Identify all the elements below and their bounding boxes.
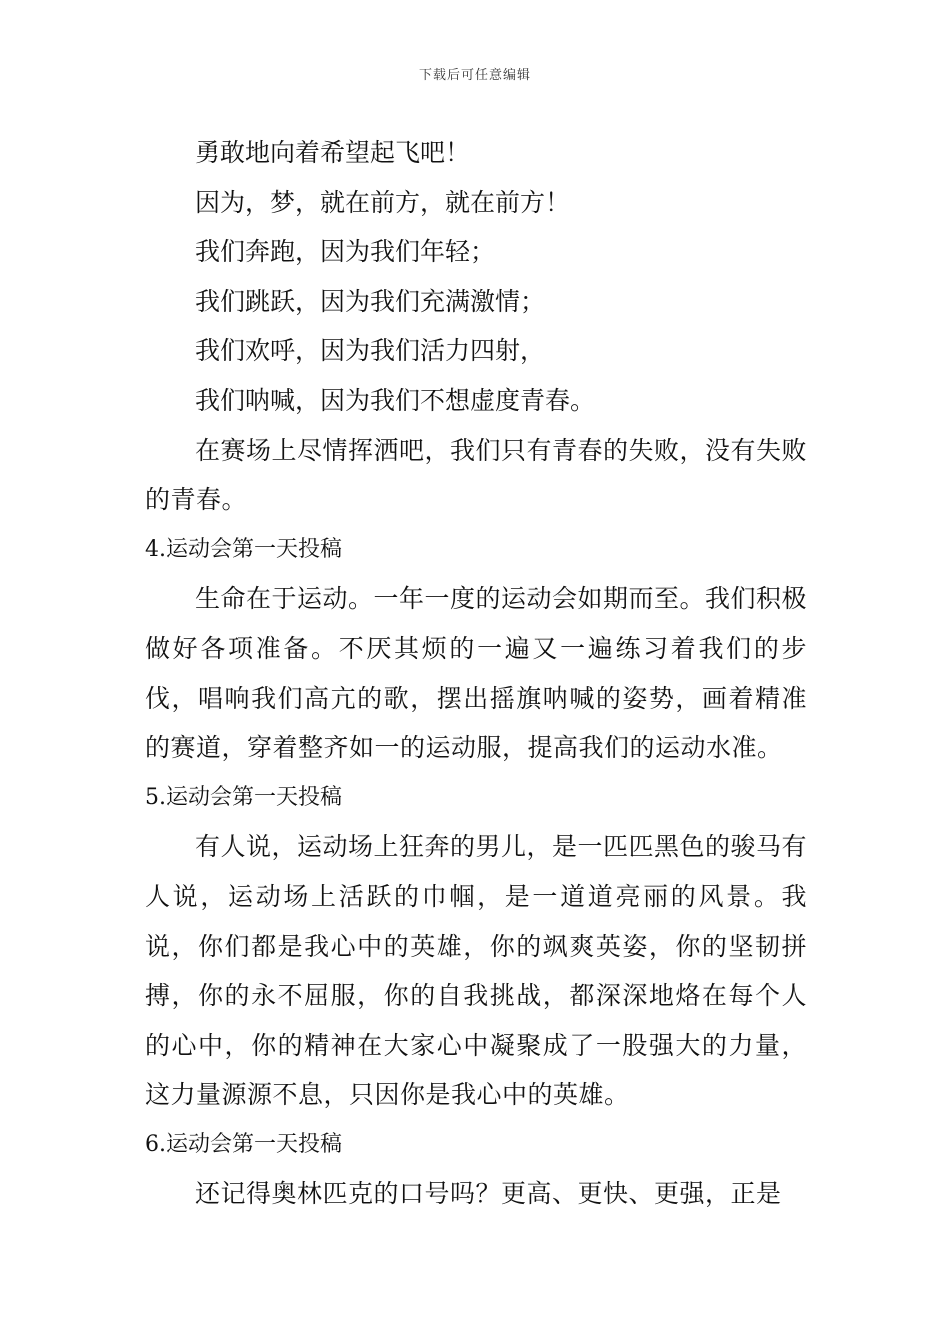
section-heading-5: 5.运动会第一天投稿 xyxy=(145,784,342,810)
section-body-6: 还记得奥林匹克的口号吗？更高、更快、更强，正是 xyxy=(195,1179,782,1209)
poem-line: 因为，梦，就在前方，就在前方！ xyxy=(195,187,571,217)
poem-line: 我们跳跃，因为我们充满激情； xyxy=(195,286,546,316)
section-heading-6: 6.运动会第一天投稿 xyxy=(145,1131,342,1157)
document-body xyxy=(145,128,807,1219)
page-header: 下载后可任意编辑 xyxy=(418,68,531,83)
section-heading-4: 4.运动会第一天投稿 xyxy=(145,536,342,562)
poem-line: 我们奔跑，因为我们年轻； xyxy=(195,237,496,267)
section-body-5: 有人说，运动场上狂奔的男儿，是一匹匹黑色的骏马有人说，运动场上活跃的巾帼，是一道道亮丽的风景。我说，你们都是我心中的英雄，你的飒爽英姿，你的坚韧拼搏，你的永不屈服，你的自我挑战，都深深地烙在每个人的心中，你的精神在大家心中凝聚成了一股强大的力量，这力量源源不息，只因你是我心中的英雄。 xyxy=(145,832,808,1110)
poem-line: 我们欢呼，因为我们活力四射， xyxy=(195,336,546,366)
paragraph: 在赛场上尽情挥洒吧，我们只有青春的失败，没有失败的青春。 xyxy=(145,435,808,515)
poem-line: 勇敢地向着希望起飞吧！ xyxy=(195,138,471,167)
section-body-4: 生命在于运动。一年一度的运动会如期而至。我们积极做好各项准备。不厌其烦的一遍又一遍练习着我们的步伐，唱响我们高亢的歌，摆出摇旗呐喊的姿势，画着精准的赛道，穿着整齐如一的运动服，提高我们的运动水准。 xyxy=(145,584,808,763)
poem-line: 我们呐喊，因为我们不想虚度青春。 xyxy=(195,385,596,415)
